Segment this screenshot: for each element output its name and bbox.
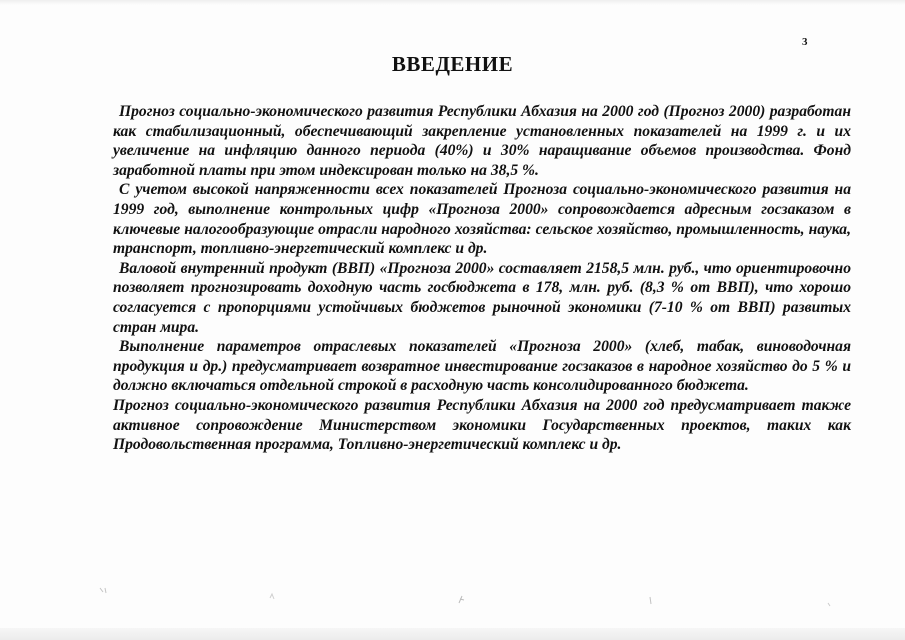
scan-mark-5 bbox=[828, 603, 830, 606]
page-number: 3 bbox=[802, 36, 808, 48]
scan-mark-1 bbox=[100, 588, 106, 593]
scan-mark-3 bbox=[459, 596, 464, 603]
paragraph-4: Выполнение параметров отраслевых показателей «Прогноза 2000» (хлеб, табак, виноводочная продукция и др.) предусматривает возвратное инвестирование госзаказов в народное хозяйство до 5 % и должно включаться отдельной строкой в расходную часть консолидированного бюджета. bbox=[113, 338, 851, 395]
paragraph-3: Валовой внутренний продукт (ВВП) «Прогноза 2000» составляет 2158,5 млн. руб., что ориентировочно позволяет прогнозировать доходную часть госбюджета в 178, млн. руб. (8,3 % от ВВП), что хорошо согласуется с пропорциями устойчивых бюджетов рыночной экономики (7-10 % от ВВП) развитых стран мира. bbox=[113, 259, 851, 336]
paragraph-1: Прогноз социально-экономического развития Республики Абхазия на 2000 год (Прогноз 2000) разработан как стабилизационный, обеспечивающий закрепление установленных показателей на 1999 г. и их увеличение на инфляцию данного периода (40%) и 30% наращивание объемов производства. Фонд заработной платы при этом индексирован только на 38,5 %. bbox=[113, 103, 851, 179]
paragraph-5: Прогноз социально-экономического развития Республики Абхазия на 2000 год предусматривает также активное сопровождение Министерством экономики Государственных проектов, таких как Продовольственная программа, Топливно-энергетический комплекс и др. bbox=[113, 396, 851, 454]
page-title: ВВЕДЕНИЕ bbox=[391, 52, 514, 76]
scan-top-edge bbox=[0, 0, 905, 5]
document-body bbox=[113, 102, 851, 455]
scan-mark-4 bbox=[650, 597, 651, 604]
scan-bottom-edge bbox=[0, 628, 905, 640]
paragraph-2: С учетом высокой напряженности всех показателей Прогноза социально-экономического развития на 1999 год, выполнение контрольных цифр «Прогноза 2000» сопровождается адресным госзаказом в ключевые налогообразующие отрасли народного хозяйства: сельское хозяйство, промышленность, наука, транспорт, топливно-энергетический комплекс и др. bbox=[113, 181, 851, 258]
scan-mark-2 bbox=[270, 594, 274, 599]
